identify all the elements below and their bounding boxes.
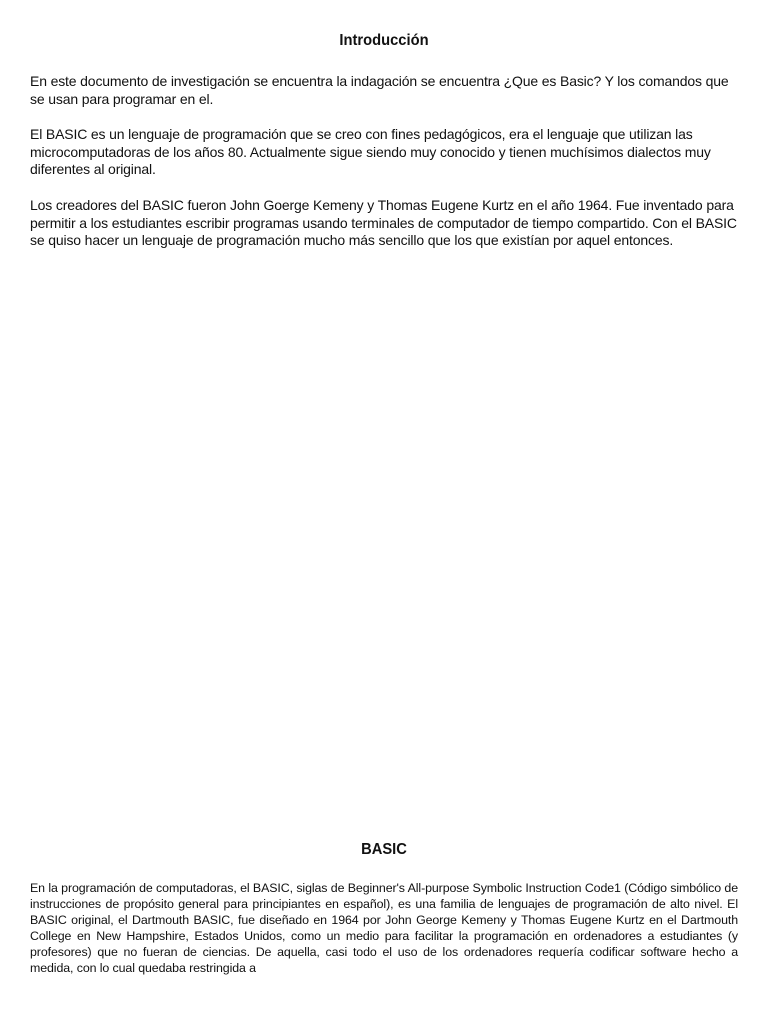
basic-heading: BASIC (361, 841, 407, 858)
intro-paragraph-3: Los creadores del BASIC fueron John Goerge Kemeny y Thomas Eugene Kurtz en el año 1964. Fue inventado para permitir a los estudiantes escribir programas usando terminales de computador de tiempo compartido. Con el BASIC se quiso hacer un lenguaje de programación mucho más sencillo que los que existían por aquel entonces. (30, 197, 737, 249)
intro-paragraph-2: El BASIC es un lenguaje de programación que se creo con fines pedagógicos, era el lenguaje que utilizan las microcomputadoras de los años 80. Actualmente sigue siendo muy conocido y tienen muchísimos dialectos muy diferentes al original. (30, 126, 711, 178)
basic-paragraph: En la programación de computadoras, el BASIC, siglas de Beginner's All-purpose Symbolic Instruction Code1 (Código simbólico de instrucciones de propósito general para principiantes en español), es una familia de lenguajes de programación de alto nivel. El BASIC original, el Dartmouth BASIC, fue diseñado en 1964 por John George Kemeny y Thomas Eugene Kurtz en el Dartmouth College en New Hampshire, Estados Unidos, como un medio para facilitar la programación en ordenadores a estudiantes (y profesores) que no fueran de ciencias. De aquella, casi todo el uso de los ordenadores requería codificar software hecho a medida, con lo cual quedaba restringida a (30, 881, 738, 975)
intro-heading: Introducción (339, 32, 429, 49)
intro-paragraph-1: En este documento de investigación se encuentra la indagación se encuentra ¿Que es Basic? Y los comandos que se usan para programar en el. (30, 73, 729, 107)
